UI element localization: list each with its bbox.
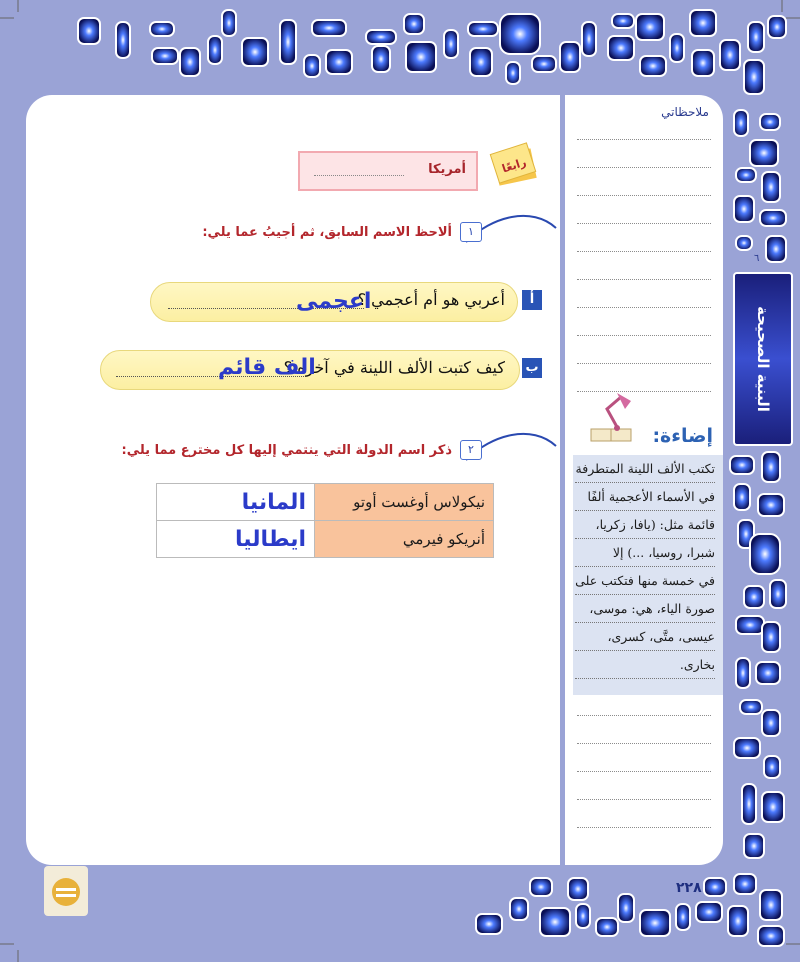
table-row [157, 484, 494, 521]
addition-line: تكتب الألف اللينة المتطرفة [575, 455, 715, 483]
sub-question-a-text: أعربي هو أم أعجمي ؟ [357, 290, 505, 309]
note-line [577, 223, 711, 224]
addition-line: صورة الياء، هي: موسى، [575, 595, 715, 623]
notes-title: ملاحظاتي [661, 105, 709, 119]
publisher-logo-icon [44, 866, 88, 916]
addition-line: بخارى. [575, 651, 715, 679]
country-answer: المانيا [157, 484, 315, 521]
topic-box [298, 151, 478, 191]
addition-line: شبرا، روسيا، ...) إلا [575, 539, 715, 567]
note-line [577, 335, 711, 336]
topic-dotted-line [314, 175, 404, 176]
table-row [157, 521, 494, 558]
note-line [577, 743, 711, 744]
note-line [577, 799, 711, 800]
addition-line: في الأسماء الأعجمية ألفًا [575, 483, 715, 511]
section-badge [488, 140, 540, 190]
inventor-name: أنريكو فيرمي [315, 521, 494, 558]
answer-a: اعجمى [296, 289, 372, 314]
sub-question-b-badge: ب [522, 358, 542, 378]
inventor-name: نيكولاس أوغست أوتو [315, 484, 494, 521]
note-line [577, 195, 711, 196]
chapter-side-tab [733, 272, 793, 446]
country-answer: ايطاليا [157, 521, 315, 558]
addition-line: عيسى، متَّى، كسرى، [575, 623, 715, 651]
addition-line: قائمة مثل: (يافا، زكريا، [575, 511, 715, 539]
topic-word: أمريكا [428, 162, 466, 177]
addition-line: في خمسة منها فتكتب على [575, 567, 715, 595]
answer-b: الف قائم [218, 355, 316, 380]
question-2-number: ٢ [460, 440, 482, 460]
note-line [577, 251, 711, 252]
lamp-icon [587, 391, 637, 447]
inventors-table [156, 483, 494, 558]
chapter-side-tab-label: البنية الصحيحة [754, 306, 773, 412]
notes-panel [565, 95, 723, 865]
addition-title: إضاءة: [652, 425, 713, 447]
page-number: ٢٢٨ [676, 880, 702, 896]
addition-box [573, 455, 723, 695]
sub-question-a-badge: أ [522, 290, 542, 310]
note-line [577, 139, 711, 140]
note-line [577, 167, 711, 168]
note-line [577, 771, 711, 772]
note-line [577, 363, 711, 364]
question-1-text: ألاحظ الاسم السابق، ثم أجيبُ عما يلي: [202, 225, 452, 240]
question-2-text: ذكر اسم الدولة التي ينتمي إليها كل مخترع مما يلي: [121, 443, 452, 458]
chapter-number: ٦ [754, 253, 760, 264]
section-badge-label: رابعًا [500, 155, 528, 176]
question-1-number: ١ [460, 222, 482, 242]
note-line [577, 715, 711, 716]
note-line [577, 307, 711, 308]
note-line [577, 827, 711, 828]
note-line [577, 279, 711, 280]
sub-question-b-text: كيف كتبت الألف اللينة في آخره ؟ [283, 358, 505, 377]
